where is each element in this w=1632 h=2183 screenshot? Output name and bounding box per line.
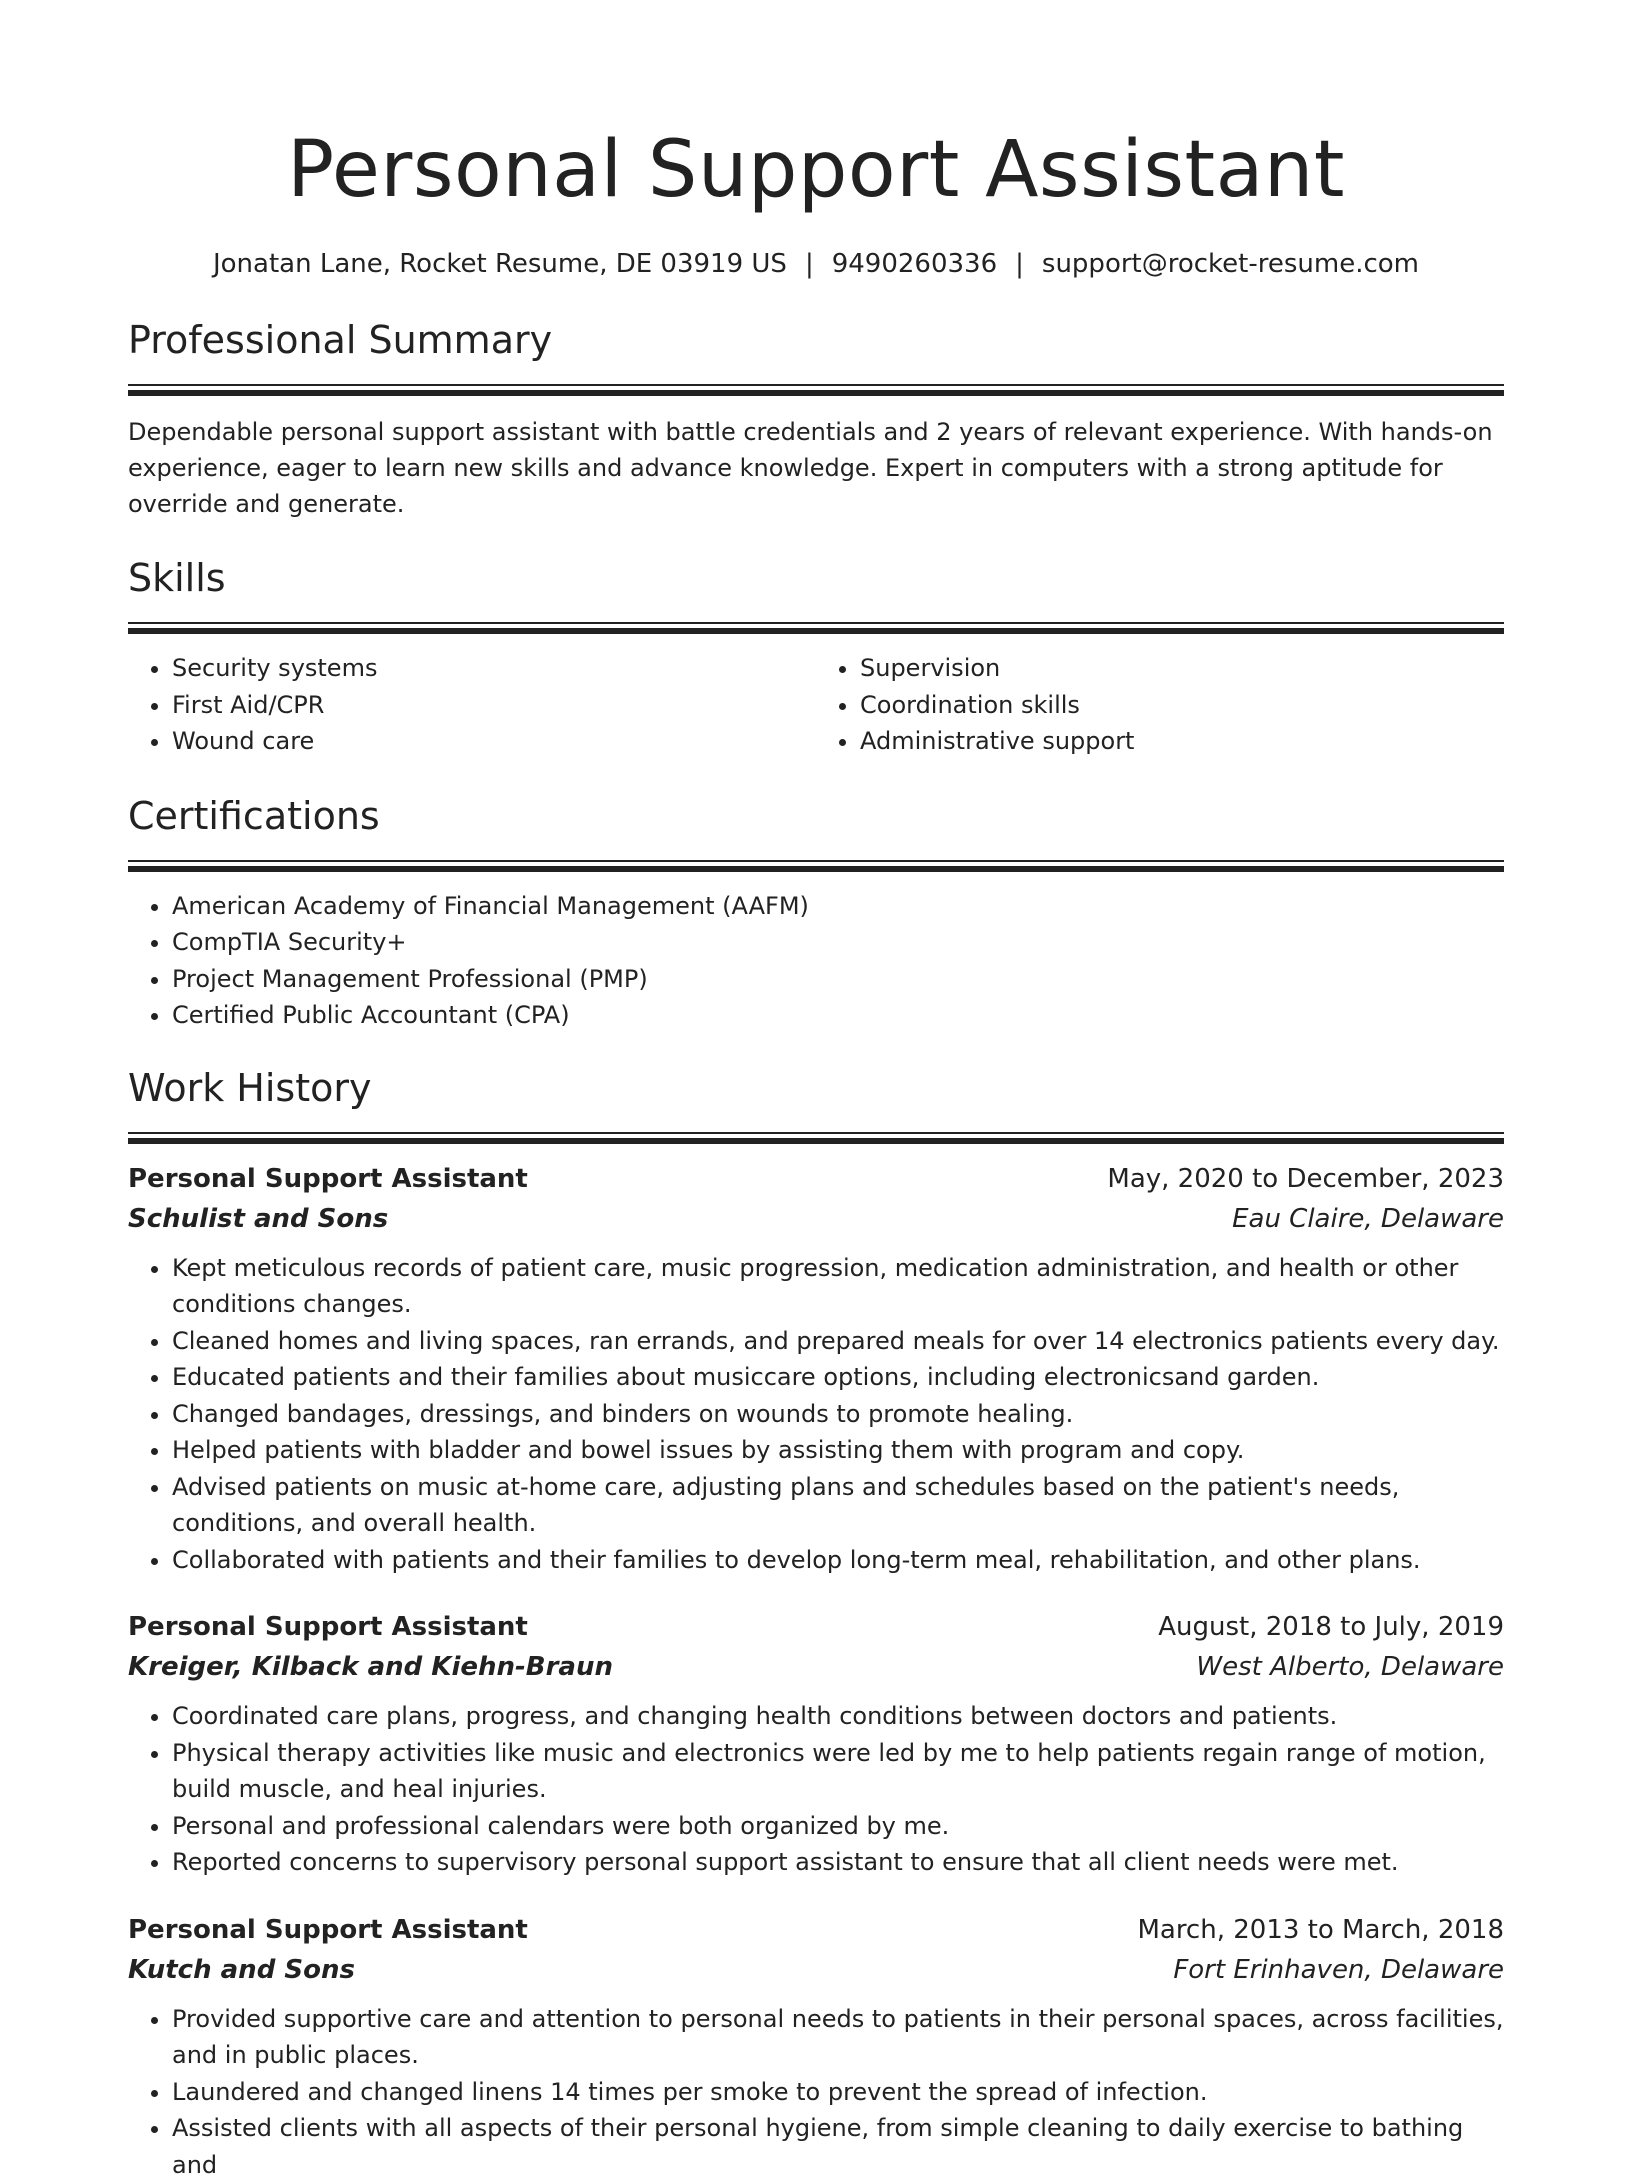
contact-line <box>128 246 1504 282</box>
section-divider <box>128 1132 1504 1144</box>
job-subheader <box>128 1648 1504 1686</box>
job-company: Kreiger, Kilback and Kiehn-Braun <box>128 1648 613 1686</box>
certification-item: • American Academy of Financial Management (AAFM) <box>172 888 1504 925</box>
job-bullet: • Kept meticulous records of patient care, music progression, medication administration, and health or other conditions changes. <box>172 1250 1504 1323</box>
section-title-summary: Professional Summary <box>128 316 1504 364</box>
job-entry <box>128 1911 1504 2183</box>
job-bullets <box>128 2001 1504 2183</box>
job-bullet: • Physical therapy activities like music and electronics were led by me to help patients regain range of motion, build muscle, and heal injuries. <box>172 1735 1504 1808</box>
section-divider <box>128 384 1504 396</box>
candidate-name: Personal Support Assistant <box>128 0 1504 222</box>
job-title: Personal Support Assistant <box>128 1608 528 1646</box>
job-header <box>128 1911 1504 1949</box>
section-divider <box>128 860 1504 872</box>
skill-item: • Supervision <box>860 650 1504 687</box>
job-title: Personal Support Assistant <box>128 1911 528 1949</box>
job-header <box>128 1608 1504 1646</box>
resume-page <box>128 0 1504 2112</box>
job-bullet: • Educated patients and their families about musiccare options, including electronicsand garden. <box>172 1359 1504 1396</box>
job-company: Schulist and Sons <box>128 1200 388 1238</box>
job-bullet: • Cleaned homes and living spaces, ran errands, and prepared meals for over 14 electronics patients every day. <box>172 1323 1504 1360</box>
contact-separator: | <box>997 249 1042 279</box>
section-title-certifications: Certifications <box>128 792 1504 840</box>
job-bullet: • Advised patients on music at-home care, adjusting plans and schedules based on the patient's needs, conditions, and overall health. <box>172 1469 1504 1542</box>
skills-grid <box>128 650 1504 760</box>
job-bullet: • Reported concerns to supervisory personal support assistant to ensure that all client needs were met. <box>172 1844 1504 1881</box>
job-location: West Alberto, Delaware <box>1196 1648 1504 1686</box>
certification-item: • Certified Public Accountant (CPA) <box>172 997 1504 1034</box>
job-bullets <box>128 1698 1504 1881</box>
job-subheader <box>128 1200 1504 1238</box>
skill-item: • Wound care <box>172 723 816 760</box>
contact-phone: 9490260336 <box>832 249 997 279</box>
certifications-list <box>128 888 1504 1034</box>
job-location: Fort Erinhaven, Delaware <box>1173 1951 1504 1989</box>
section-title-work-history: Work History <box>128 1064 1504 1112</box>
job-bullet: • Provided supportive care and attention to personal needs to patients in their personal spaces, across facilities, and in public places. <box>172 2001 1504 2074</box>
job-bullet: • Collaborated with patients and their families to develop long-term meal, rehabilitation, and other plans. <box>172 1542 1504 1579</box>
job-dates: August, 2018 to July, 2019 <box>1158 1608 1504 1646</box>
job-entry <box>128 1160 1504 1579</box>
job-dates: March, 2013 to March, 2018 <box>1137 1911 1504 1949</box>
skill-item: • Security systems <box>172 650 816 687</box>
job-title: Personal Support Assistant <box>128 1160 528 1198</box>
job-bullet: • Helped patients with bladder and bowel issues by assisting them with program and copy. <box>172 1432 1504 1469</box>
certification-item: • CompTIA Security+ <box>172 924 1504 961</box>
skills-list-left <box>128 650 816 760</box>
job-location: Eau Claire, Delaware <box>1232 1200 1504 1238</box>
certifications-section <box>128 792 1504 1034</box>
job-dates: May, 2020 to December, 2023 <box>1107 1160 1504 1198</box>
contact-separator: | <box>787 249 832 279</box>
contact-email[interactable]: support@rocket-resume.com <box>1042 249 1419 279</box>
job-bullet: • Assisted clients with all aspects of their personal hygiene, from simple cleaning to daily exercise to bathing and <box>172 2110 1504 2183</box>
section-divider <box>128 622 1504 634</box>
section-title-skills: Skills <box>128 554 1504 602</box>
skill-item: • Coordination skills <box>860 687 1504 724</box>
job-bullet: • Laundered and changed linens 14 times per smoke to prevent the spread of infection. <box>172 2074 1504 2111</box>
job-bullet: • Coordinated care plans, progress, and changing health conditions between doctors and patients. <box>172 1698 1504 1735</box>
job-subheader <box>128 1951 1504 1989</box>
job-entry <box>128 1608 1504 1881</box>
job-company: Kutch and Sons <box>128 1951 355 1989</box>
skills-list-right <box>816 650 1504 760</box>
skill-item: • Administrative support <box>860 723 1504 760</box>
work-history-section <box>128 1064 1504 2183</box>
summary-section <box>128 316 1504 522</box>
job-bullet: • Changed bandages, dressings, and binders on wounds to promote healing. <box>172 1396 1504 1433</box>
summary-text: Dependable personal support assistant with battle credentials and 2 years of relevant experience. With hands-on experience, eager to learn new skills and advance knowledge. Expert in computers with a strong aptitude for override and generate. <box>128 414 1504 522</box>
contact-address: Jonatan Lane, Rocket Resume, DE 03919 US <box>213 249 787 279</box>
job-bullets <box>128 1250 1504 1579</box>
job-header <box>128 1160 1504 1198</box>
certification-item: • Project Management Professional (PMP) <box>172 961 1504 998</box>
job-bullet: • Personal and professional calendars were both organized by me. <box>172 1808 1504 1845</box>
skills-section <box>128 554 1504 760</box>
skill-item: • First Aid/CPR <box>172 687 816 724</box>
